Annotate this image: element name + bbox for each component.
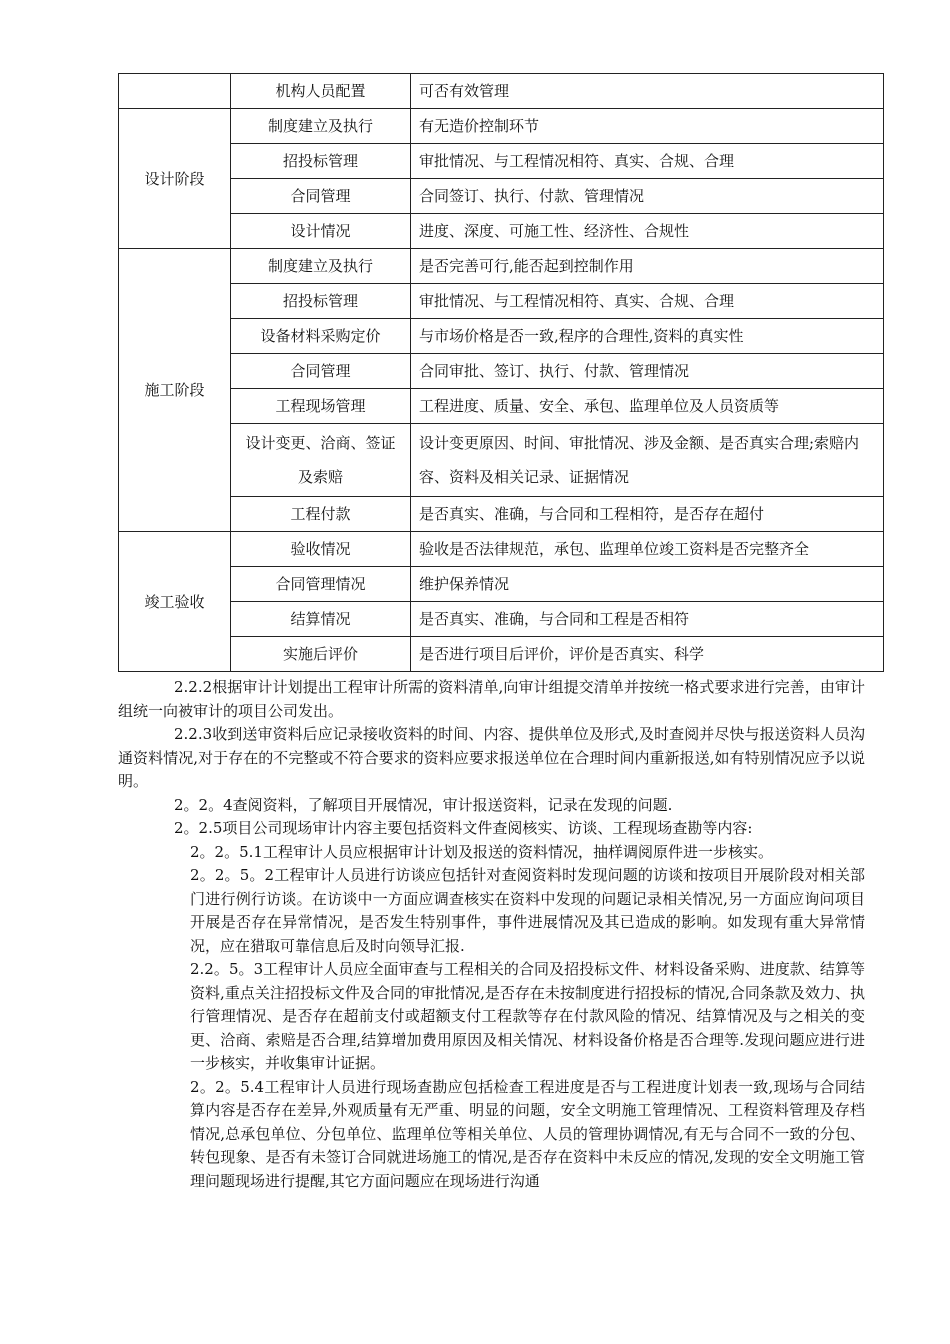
audit-content-table — [118, 73, 884, 672]
table-row — [119, 179, 884, 214]
table-row — [119, 109, 884, 144]
paragraph: 2.2。5。3工程审计人员应全面审查与工程相关的合同及招投标文件、材料设备采购、进度款、结算等资料,重点关注招投标文件及合同的审批情况,是否存在未按制度进行招投标的情况,合同条款及效力、执行管理情况、是否存在超前支付或超额支付工程款等存在付款风险的情况、结算情况及与之相关的变更、洽商、索赔是否合理,结算增加费用原因及相关情况、材料设备价格是否合理等.发现问题应进行进一步核实，并收集审计证据。 — [190, 960, 865, 1072]
paragraph: 2.2.3收到送审资料后应记录接收资料的时间、内容、提供单位及形式,及时查阅并尽快与报送资料人员沟通资料情况,对于存在的不完整或不符合要求的资料应要求报送单位在合理时间内重新报送,如有特别情况应予以说明。 — [118, 725, 865, 790]
content-cell: 是否进行项目后评价，评价是否真实、科学 — [411, 637, 884, 672]
content-cell: 与市场价格是否一致,程序的合理性,资料的真实性 — [411, 319, 884, 354]
table-row — [119, 214, 884, 249]
paragraph: 2.2.2根据审计计划提出工程审计所需的资料清单,向审计组提交清单并按统一格式要求进行完善，由审计组统一向被审计的项目公司发出。 — [118, 678, 865, 720]
item-cell: 合同管理 — [231, 354, 411, 389]
stage-cell — [119, 74, 231, 109]
table-row — [119, 532, 884, 567]
audit-table-body — [119, 74, 884, 672]
content-cell: 设计变更原因、时间、审批情况、涉及金额、是否真实合理;索赔内容、资料及相关记录、证据情况 — [411, 424, 884, 497]
content-cell: 维护保养情况 — [411, 567, 884, 602]
table-row — [119, 497, 884, 532]
content-cell: 合同签订、执行、付款、管理情况 — [411, 179, 884, 214]
table-row — [119, 74, 884, 109]
content-cell: 是否真实、准确，与合同和工程是否相符 — [411, 602, 884, 637]
table-row — [119, 249, 884, 284]
stage-cell: 施工阶段 — [119, 249, 231, 532]
content-cell: 审批情况、与工程情况相符、真实、合规、合理 — [411, 284, 884, 319]
content-cell: 审批情况、与工程情况相符、真实、合规、合理 — [411, 144, 884, 179]
item-cell: 结算情况 — [231, 602, 411, 637]
paragraph: 2。2。4查阅资料，了解项目开展情况，审计报送资料，记录在发现的问题. — [174, 795, 673, 814]
item-cell: 设计情况 — [231, 214, 411, 249]
item-cell: 制度建立及执行 — [231, 249, 411, 284]
item-cell: 设备材料采购定价 — [231, 319, 411, 354]
content-cell: 是否真实、准确，与合同和工程相符，是否存在超付 — [411, 497, 884, 532]
table-row — [119, 144, 884, 179]
body-text — [118, 676, 865, 1193]
paragraph: 2。2。5.4工程审计人员进行现场查勘应包括检查工程进度是否与工程进度计划表一致,现场与合同结算内容是否存在差异,外观质量有无严重、明显的问题，安全文明施工管理情况、工程资料管理及存档情况,总承包单位、分包单位、监理单位等相关单位、人员的管理协调情况,有无与合同不一致的分包、转包现象、是否有未签订合同就进场施工的情况,是否存在资料中未反应的情况,发现的安全文明施工管理问题现场进行提醒,其它方面问题应在现场进行沟通 — [190, 1077, 865, 1190]
paragraph: 2。2.5项目公司现场审计内容主要包括资料文件查阅核实、访谈、工程现场查勘等内容: — [174, 819, 753, 837]
item-cell: 制度建立及执行 — [231, 109, 411, 144]
item-cell: 招投标管理 — [231, 284, 411, 319]
table-row — [119, 637, 884, 672]
paragraph: 2。2。5。2工程审计人员进行访谈应包括针对查阅资料时发现问题的访谈和按项目开展阶段对相关部门进行例行访谈。在访谈中一方面应调查核实在资料中发现的问题记录相关情况,另一方面应询问项目开展是否存在异常情况，是否发生特别事件，事件进展情况及其已造成的影响。如发现有重大异常情况，应在猎取可靠信息后及时向领导汇报. — [190, 866, 865, 955]
table-row — [119, 319, 884, 354]
item-cell: 机构人员配置 — [231, 74, 411, 109]
table-row — [119, 424, 884, 497]
table-row — [119, 389, 884, 424]
content-cell: 有无造价控制环节 — [411, 109, 884, 144]
content-cell: 进度、深度、可施工性、经济性、合规性 — [411, 214, 884, 249]
item-cell: 验收情况 — [231, 532, 411, 567]
item-cell: 合同管理情况 — [231, 567, 411, 602]
item-cell: 合同管理 — [231, 179, 411, 214]
content-cell: 可否有效管理 — [411, 74, 884, 109]
paragraph: 2。2。5.1工程审计人员应根据审计计划及报送的资料情况，抽样调阅原件进一步核实。 — [190, 842, 773, 861]
content-cell: 工程进度、质量、安全、承包、监理单位及人员资质等 — [411, 389, 884, 424]
content-cell: 合同审批、签订、执行、付款、管理情况 — [411, 354, 884, 389]
content-cell: 是否完善可行,能否起到控制作用 — [411, 249, 884, 284]
item-cell: 实施后评价 — [231, 637, 411, 672]
content-cell: 验收是否法律规范，承包、监理单位竣工资料是否完整齐全 — [411, 532, 884, 567]
stage-cell: 竣工验收 — [119, 532, 231, 672]
item-cell: 工程现场管理 — [231, 389, 411, 424]
table-row — [119, 602, 884, 637]
stage-cell: 设计阶段 — [119, 109, 231, 249]
item-cell: 设计变更、洽商、签证及索赔 — [231, 424, 411, 497]
item-cell: 工程付款 — [231, 497, 411, 532]
table-row — [119, 354, 884, 389]
table-row — [119, 284, 884, 319]
item-cell: 招投标管理 — [231, 144, 411, 179]
table-row — [119, 567, 884, 602]
